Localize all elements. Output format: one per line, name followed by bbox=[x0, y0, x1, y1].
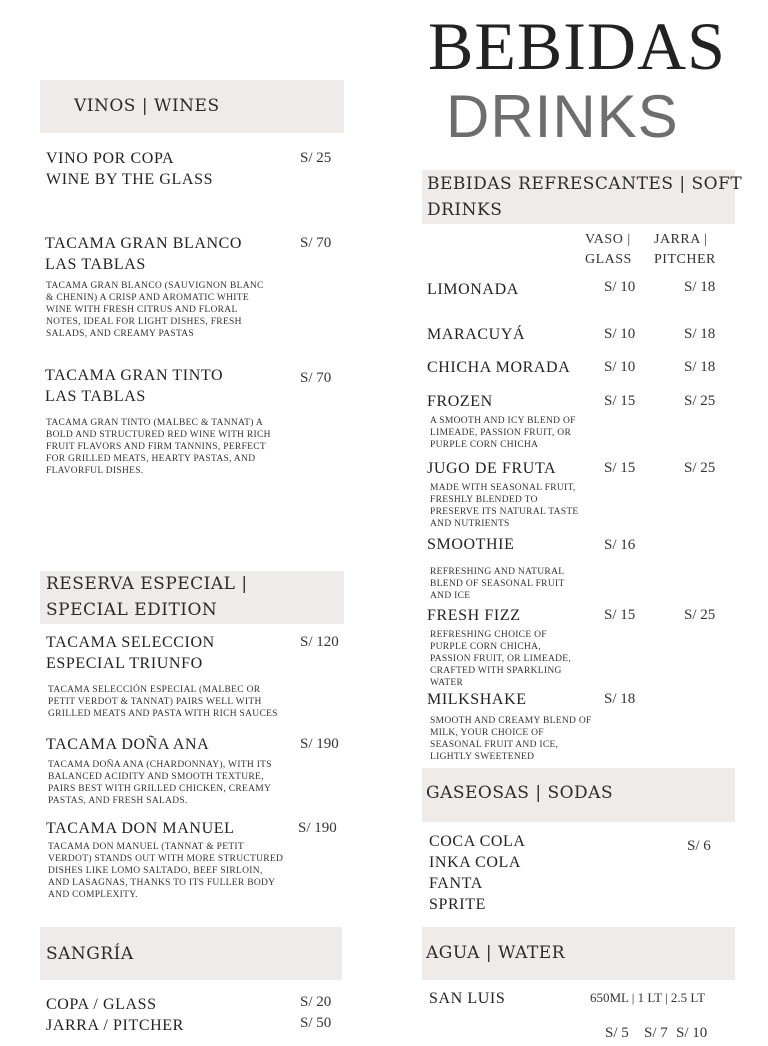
gran-tinto-name-1: TACAMA GRAN TINTO bbox=[45, 367, 224, 384]
jugo-glass: S/ 15 bbox=[604, 460, 636, 476]
seleccion-name-1: TACAMA SELECCION bbox=[46, 634, 215, 651]
sangria-glass-price: S/ 20 bbox=[300, 994, 332, 1010]
frozen-desc: A SMOOTH AND ICY BLEND OF LIMEADE, PASSION FRUIT, OR PURPLE CORN CHICHA bbox=[430, 416, 576, 450]
limonada-glass: S/ 10 bbox=[604, 279, 636, 295]
dona-ana-desc: TACAMA DOÑA ANA (CHARDONNAY), WITH ITS BALANCED ACIDITY AND SMOOTH TEXTURE, PAIRS BEST WITH GRILLED CHICKEN, CREAMY PASTAS, AND FRESH SALADS. bbox=[48, 760, 272, 806]
dona-ana-name: TACAMA DOÑA ANA bbox=[46, 736, 210, 753]
soft-heading-1: BEBIDAS REFRESCANTES | SOFT bbox=[427, 174, 743, 194]
fresh-fizz-glass: S/ 15 bbox=[604, 607, 636, 623]
chicha-morada-name: CHICHA MORADA bbox=[427, 359, 571, 376]
limonada-name: LIMONADA bbox=[427, 281, 519, 298]
wine-by-glass-name-1: VINO POR COPA bbox=[46, 150, 175, 167]
gran-blanco-desc: TACAMA GRAN BLANCO (SAUVIGNON BLANC & CHENIN) A CRISP AND AROMATIC WHITE WINE WITH FRESH CITRUS AND FLORAL NOTES, IDEAL FOR LIGHT DISHES, FRESH SALADS, AND CREAMY PASTAS bbox=[46, 281, 264, 339]
gran-blanco-price: S/ 70 bbox=[300, 235, 332, 251]
seleccion-desc: TACAMA SELECCIÓN ESPECIAL (MALBEC OR PETIT VERDOT & TANNAT) PAIRS WELL WITH GRILLED MEATS AND PASTA WITH RICH SAUCES bbox=[48, 685, 278, 719]
smoothie-name: SMOOTHIE bbox=[427, 536, 515, 553]
reserve-heading-2: SPECIAL EDITION bbox=[46, 600, 218, 620]
water-sizes: 650ML | 1 LT | 2.5 LT bbox=[590, 990, 706, 1005]
fresh-fizz-desc: REFRESHING CHOICE OF PURPLE CORN CHICHA, PASSION FRUIT, OR LIMEADE, CRAFTED WITH SPARKLING WATER bbox=[430, 630, 572, 688]
seleccion-price: S/ 120 bbox=[300, 634, 339, 650]
smoothie-glass: S/ 16 bbox=[604, 537, 636, 553]
wine-by-glass-price: S/ 25 bbox=[300, 150, 332, 166]
jugo-pitcher: S/ 25 bbox=[684, 460, 716, 476]
soda-inka-cola: INKA COLA bbox=[429, 854, 522, 871]
wine-by-glass-name-2: WINE BY THE GLASS bbox=[46, 171, 214, 188]
fresh-fizz-name: FRESH FIZZ bbox=[427, 607, 521, 624]
soda-fanta: FANTA bbox=[429, 875, 483, 892]
jugo-name: JUGO DE FRUTA bbox=[427, 460, 557, 477]
gran-tinto-desc: TACAMA GRAN TINTO (MALBEC & TANNAT) A BOLD AND STRUCTURED RED WINE WITH RICH FRUIT FLAVORS AND FIRM TANNINS, PERFECT FOR GRILLED MEATS, HEARTY PASTAS, AND FLAVORFUL DISHES. bbox=[46, 418, 271, 476]
soda-sprite: SPRITE bbox=[429, 896, 486, 913]
gran-blanco-name-1: TACAMA GRAN BLANCO bbox=[45, 235, 243, 252]
wines-heading: VINOS | WINES bbox=[74, 96, 220, 116]
maracuya-pitcher: S/ 18 bbox=[684, 326, 716, 342]
don-manuel-desc: TACAMA DON MANUEL (TANNAT & PETIT VERDOT) STANDS OUT WITH MORE STRUCTURED DISHES LIKE LOMO SALTADO, BEEF SIRLOIN, AND LASAGNAS, THANKS TO ITS FULLER BODY AND COMPLEXITY. bbox=[48, 842, 284, 900]
milkshake-desc: SMOOTH AND CREAMY BLEND OF MILK, YOUR CHOICE OF SEASONAL FRUIT AND ICE, LIGHTLY SWEETENED bbox=[430, 716, 592, 762]
milkshake-glass: S/ 18 bbox=[604, 691, 636, 707]
frozen-glass: S/ 15 bbox=[604, 393, 636, 409]
smoothie-desc: REFRESHING AND NATURAL BLEND OF SEASONAL FRUIT AND ICE bbox=[430, 567, 565, 601]
col-pitcher-1: JARRA | bbox=[654, 232, 708, 247]
limonada-pitcher: S/ 18 bbox=[684, 279, 716, 295]
frozen-pitcher: S/ 25 bbox=[684, 393, 716, 409]
reserve-heading-1: RESERVA ESPECIAL | bbox=[46, 574, 248, 594]
gran-blanco-name-2: LAS TABLAS bbox=[45, 256, 146, 273]
water-name: SAN LUIS bbox=[429, 990, 506, 1007]
dona-ana-price: S/ 190 bbox=[300, 736, 339, 752]
col-glass-1: VASO | bbox=[585, 232, 631, 247]
sangria-pitcher-name: JARRA / PITCHER bbox=[46, 1017, 184, 1034]
water-price-small: S/ 5 bbox=[605, 1025, 629, 1041]
soda-coca-cola: COCA COLA bbox=[429, 833, 526, 850]
maracuya-glass: S/ 10 bbox=[604, 326, 636, 342]
fresh-fizz-pitcher: S/ 25 bbox=[684, 607, 716, 623]
sodas-heading: GASEOSAS | SODAS bbox=[426, 783, 614, 803]
gran-tinto-price: S/ 70 bbox=[300, 370, 332, 386]
sangria-pitcher-price: S/ 50 bbox=[300, 1015, 332, 1031]
sangria-heading: SANGRÍA bbox=[46, 944, 134, 964]
frozen-name: FROZEN bbox=[427, 393, 493, 410]
water-heading: AGUA | WATER bbox=[426, 943, 565, 963]
maracuya-name: MARACUYÁ bbox=[427, 326, 526, 343]
col-pitcher-2: PITCHER bbox=[654, 252, 716, 267]
title-drinks: DRINKS bbox=[446, 83, 679, 150]
gran-tinto-name-2: LAS TABLAS bbox=[45, 388, 146, 405]
sangria-glass-name: COPA / GLASS bbox=[46, 996, 157, 1013]
don-manuel-price: S/ 190 bbox=[298, 820, 337, 836]
col-glass-2: GLASS bbox=[585, 252, 632, 267]
don-manuel-name: TACAMA DON MANUEL bbox=[46, 820, 235, 837]
title-bebidas: BEBIDAS bbox=[428, 8, 726, 84]
soft-heading-2: DRINKS bbox=[427, 200, 503, 220]
jugo-desc: MADE WITH SEASONAL FRUIT, FRESHLY BLENDED TO PRESERVE ITS NATURAL TASTE AND NUTRIENTS bbox=[430, 483, 579, 529]
chicha-morada-glass: S/ 10 bbox=[604, 359, 636, 375]
water-price-mid: S/ 7 bbox=[644, 1025, 668, 1041]
milkshake-name: MILKSHAKE bbox=[427, 691, 527, 708]
seleccion-name-2: ESPECIAL TRIUNFO bbox=[46, 655, 203, 672]
water-price-large: S/ 10 bbox=[676, 1025, 708, 1041]
sodas-price: S/ 6 bbox=[687, 838, 711, 854]
chicha-morada-pitcher: S/ 18 bbox=[684, 359, 716, 375]
